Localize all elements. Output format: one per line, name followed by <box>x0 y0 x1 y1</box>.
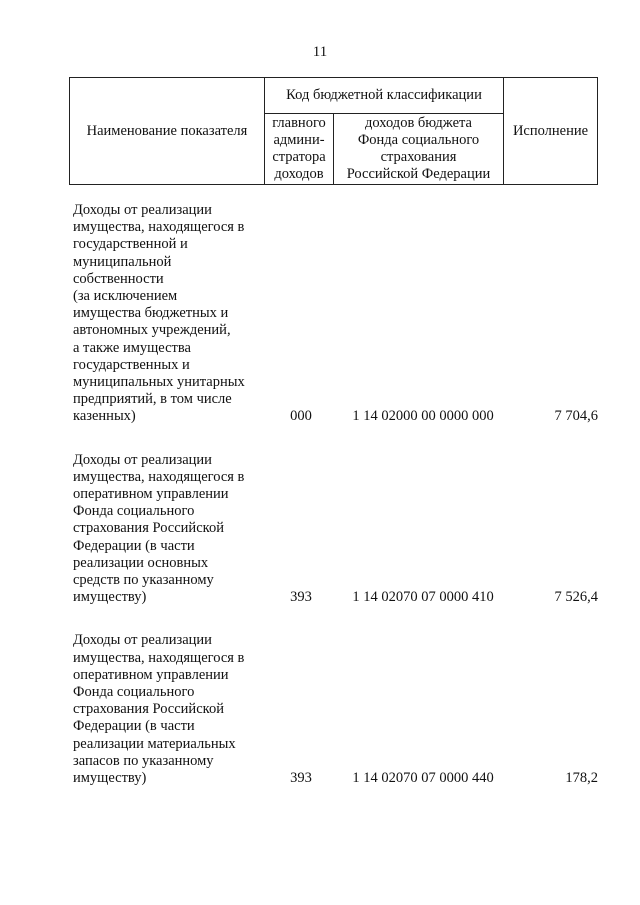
header-admin-line: главного <box>272 115 326 131</box>
header-admin-line: админи- <box>273 132 325 148</box>
header-income-col <box>334 114 503 184</box>
row-budget-code: 1 14 02070 07 0000 410 <box>352 589 494 606</box>
row-name-line: муниципальных унитарных <box>73 374 245 391</box>
row-name-line: имущества, находящегося в <box>73 649 245 666</box>
row-name-line: Доходы от реализации <box>73 202 212 218</box>
row-name <box>73 452 268 607</box>
row-name-line: запасов по указанному <box>73 752 214 769</box>
header-admin-line: доходов <box>274 166 324 182</box>
row-name-line: муниципальной <box>73 253 172 270</box>
row-name-line: автономных учреждений, <box>73 322 231 339</box>
table-header <box>69 77 598 185</box>
header-income-line: доходов бюджета <box>365 115 472 131</box>
row-amount: 7 526,4 <box>554 589 598 606</box>
row-name-line: страхования Российской <box>73 701 224 718</box>
header-admin-line: стратора <box>272 149 326 165</box>
row-name <box>73 632 268 787</box>
header-exec-col: Исполнение <box>512 122 589 139</box>
page-number: 11 <box>312 44 328 60</box>
row-name-line: Фонда социального <box>73 503 195 520</box>
row-name-line: Федерации (в части <box>73 537 195 554</box>
row-budget-code: 1 14 02000 00 0000 000 <box>352 408 494 425</box>
row-admin-code: 393 <box>290 589 312 606</box>
row-name-line: реализации материальных <box>73 735 236 752</box>
row-name-line: оперативном управлении <box>73 486 229 503</box>
row-name <box>73 202 268 426</box>
header-income-line: Российской Федерации <box>346 166 491 182</box>
row-name-line: имущества, находящегося в <box>73 219 245 236</box>
row-name-line: Доходы от реализации <box>73 632 212 649</box>
row-name-line: средств по указанному <box>73 572 214 589</box>
table-row <box>73 452 598 607</box>
header-income-line: Фонда социального <box>357 132 480 148</box>
header-income-line: страхования <box>380 149 457 165</box>
row-name-line: реализации основных <box>73 554 209 571</box>
row-admin-code: 000 <box>290 408 312 425</box>
row-name-line: имущества, находящегося в <box>73 468 245 485</box>
row-name-line: собственности <box>73 270 164 287</box>
row-name-line: Доходы от реализации <box>73 451 212 468</box>
row-amount: 178,2 <box>565 770 598 787</box>
row-name-line: имущества бюджетных и <box>73 305 229 322</box>
row-name-line: страхования Российской <box>73 520 224 537</box>
row-name-line: имуществу) <box>73 589 147 606</box>
row-name-line: а также имущества <box>73 339 191 356</box>
table-row <box>73 632 598 787</box>
row-name-line: казенных) <box>73 408 136 425</box>
row-name-line: государственной и <box>73 236 188 253</box>
row-name-line: государственных и <box>73 356 190 373</box>
row-admin-code: 393 <box>290 770 312 787</box>
row-name-line: предприятий, в том числе <box>73 391 232 408</box>
row-name-line: Федерации (в части <box>73 718 195 735</box>
header-name-col: Наименование показателя <box>86 122 248 139</box>
header-admin-col <box>265 114 333 184</box>
row-name-line: Фонда социального <box>73 684 195 701</box>
row-name-line: оперативном управлении <box>73 666 229 683</box>
table-row <box>73 202 598 426</box>
row-budget-code: 1 14 02070 07 0000 440 <box>352 770 494 787</box>
row-name-line: имуществу) <box>73 770 147 787</box>
row-name-line: (за исключением <box>73 288 178 305</box>
table-body <box>73 202 598 813</box>
header-code-group: Код бюджетной классификации <box>286 87 482 103</box>
row-amount: 7 704,6 <box>554 408 598 425</box>
